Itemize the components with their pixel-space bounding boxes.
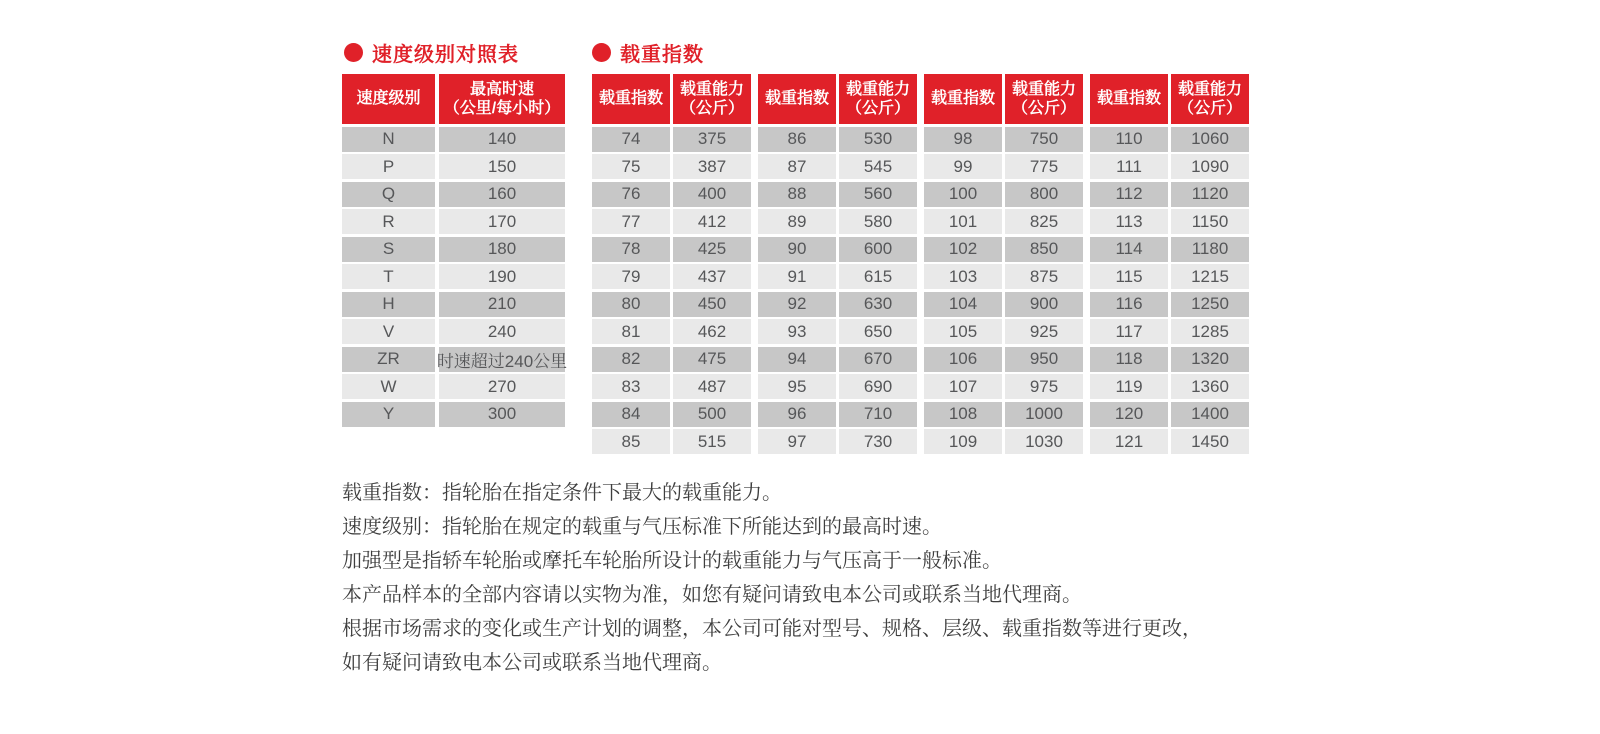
load-index-cell: 93: [758, 319, 836, 344]
load-index-cell: 120: [1090, 402, 1168, 427]
speed-cell: T: [342, 264, 435, 289]
load-capacity-cell: 1180: [1171, 237, 1249, 262]
load-index-cell: 97: [758, 429, 836, 454]
speed-col-header: 速度级别: [342, 74, 435, 124]
load-index-cell: 102: [924, 237, 1002, 262]
load-capacity-cell: 950: [1005, 347, 1083, 372]
load-capacity-cell: 387: [673, 154, 751, 179]
load-capacity-cell: 800: [1005, 182, 1083, 207]
load-index-cell: 96: [758, 402, 836, 427]
speed-cell: 150: [439, 154, 565, 179]
load-capacity-cell: 580: [839, 209, 917, 234]
speed-col-header: 最高时速 （公里/每小时）: [439, 74, 565, 124]
speed-cell: R: [342, 209, 435, 234]
speed-cell: N: [342, 127, 435, 152]
note-line: 速度级别：指轮胎在规定的载重与气压标准下所能达到的最高时速。: [342, 516, 942, 538]
load-table-group: [592, 74, 751, 454]
load-index-cell: 106: [924, 347, 1002, 372]
load-col-header: 载重指数: [592, 74, 670, 124]
load-capacity-cell: 1150: [1171, 209, 1249, 234]
load-capacity-cell: 925: [1005, 319, 1083, 344]
load-index-cell: 87: [758, 154, 836, 179]
speed-rating-table: [342, 74, 568, 427]
load-capacity-cell: 875: [1005, 264, 1083, 289]
load-index-cell: 74: [592, 127, 670, 152]
note-line: 载重指数：指轮胎在指定条件下最大的载重能力。: [342, 482, 782, 504]
load-index-cell: 81: [592, 319, 670, 344]
load-index-cell: 80: [592, 292, 670, 317]
speed-cell: 170: [439, 209, 565, 234]
load-table-group: [924, 74, 1083, 454]
speed-cell: 160: [439, 182, 565, 207]
load-capacity-cell: 1000: [1005, 402, 1083, 427]
red-dot-icon: [344, 43, 363, 62]
load-capacity-cell: 412: [673, 209, 751, 234]
speed-cell: 210: [439, 292, 565, 317]
load-capacity-cell: 1400: [1171, 402, 1249, 427]
load-capacity-cell: 975: [1005, 374, 1083, 399]
load-index-cell: 91: [758, 264, 836, 289]
load-index-cell: 77: [592, 209, 670, 234]
load-index-cell: 92: [758, 292, 836, 317]
load-index-cell: 88: [758, 182, 836, 207]
load-capacity-cell: 730: [839, 429, 917, 454]
load-index-cell: 104: [924, 292, 1002, 317]
load-capacity-cell: 425: [673, 237, 751, 262]
note-line: 根据市场需求的变化或生产计划的调整，本公司可能对型号、规格、层级、载重指数等进行更改，: [342, 618, 1202, 640]
load-index-cell: 109: [924, 429, 1002, 454]
load-index-cell: 83: [592, 374, 670, 399]
load-capacity-cell: 615: [839, 264, 917, 289]
load-capacity-cell: 560: [839, 182, 917, 207]
load-index-cell: 118: [1090, 347, 1168, 372]
load-index-cell: 82: [592, 347, 670, 372]
load-capacity-cell: 650: [839, 319, 917, 344]
load-capacity-cell: 1030: [1005, 429, 1083, 454]
load-col-header: 载重能力 （公斤）: [1005, 74, 1083, 124]
load-capacity-cell: 825: [1005, 209, 1083, 234]
load-col-header: 载重指数: [1090, 74, 1168, 124]
load-col-header: 载重能力 （公斤）: [839, 74, 917, 124]
speed-cell: 190: [439, 264, 565, 289]
load-capacity-cell: 630: [839, 292, 917, 317]
load-capacity-cell: 1250: [1171, 292, 1249, 317]
load-capacity-cell: 462: [673, 319, 751, 344]
load-capacity-cell: 750: [1005, 127, 1083, 152]
load-index-cell: 105: [924, 319, 1002, 344]
speed-cell: 240: [439, 319, 565, 344]
load-capacity-cell: 450: [673, 292, 751, 317]
load-index-cell: 103: [924, 264, 1002, 289]
load-index-cell: 108: [924, 402, 1002, 427]
load-index-cell: 95: [758, 374, 836, 399]
load-col-header: 载重指数: [758, 74, 836, 124]
load-capacity-cell: 375: [673, 127, 751, 152]
load-capacity-cell: 1060: [1171, 127, 1249, 152]
load-capacity-cell: 1090: [1171, 154, 1249, 179]
load-capacity-cell: 487: [673, 374, 751, 399]
load-capacity-cell: 1360: [1171, 374, 1249, 399]
speed-cell: 140: [439, 127, 565, 152]
load-capacity-cell: 400: [673, 182, 751, 207]
load-col-header: 载重指数: [924, 74, 1002, 124]
speed-table-title: [344, 38, 519, 67]
load-index-cell: 89: [758, 209, 836, 234]
note-line: 本产品样本的全部内容请以实物为准，如您有疑问请致电本公司或联系当地代理商。: [342, 584, 1082, 606]
load-index-cell: 100: [924, 182, 1002, 207]
load-capacity-cell: 710: [839, 402, 917, 427]
load-capacity-cell: 850: [1005, 237, 1083, 262]
speed-cell: W: [342, 374, 435, 399]
load-table-title-text: 载重指数: [620, 44, 704, 66]
load-index-cell: 78: [592, 237, 670, 262]
load-capacity-cell: 1320: [1171, 347, 1249, 372]
load-capacity-cell: 437: [673, 264, 751, 289]
load-capacity-cell: 1450: [1171, 429, 1249, 454]
load-capacity-cell: 1215: [1171, 264, 1249, 289]
load-capacity-cell: 500: [673, 402, 751, 427]
load-table-group: [758, 74, 917, 454]
speed-cell: P: [342, 154, 435, 179]
speed-cell: 300: [439, 402, 565, 427]
load-index-cell: 117: [1090, 319, 1168, 344]
load-index-cell: 107: [924, 374, 1002, 399]
load-capacity-cell: 545: [839, 154, 917, 179]
load-capacity-cell: 530: [839, 127, 917, 152]
load-capacity-cell: 1120: [1171, 182, 1249, 207]
speed-cell: 时速超过240公里: [439, 347, 565, 372]
load-index-cell: 116: [1090, 292, 1168, 317]
speed-cell: H: [342, 292, 435, 317]
load-capacity-cell: 670: [839, 347, 917, 372]
load-table-group: [1090, 74, 1249, 454]
speed-cell: Q: [342, 182, 435, 207]
load-index-cell: 85: [592, 429, 670, 454]
load-index-cell: 79: [592, 264, 670, 289]
load-index-cell: 76: [592, 182, 670, 207]
load-index-cell: 99: [924, 154, 1002, 179]
note-line: 加强型是指轿车轮胎或摩托车轮胎所设计的载重能力与气压高于一般标准。: [342, 550, 1002, 572]
load-index-cell: 75: [592, 154, 670, 179]
load-index-cell: 94: [758, 347, 836, 372]
load-index-cell: 121: [1090, 429, 1168, 454]
red-dot-icon: [592, 43, 611, 62]
load-index-cell: 86: [758, 127, 836, 152]
load-index-cell: 112: [1090, 182, 1168, 207]
load-index-cell: 115: [1090, 264, 1168, 289]
load-index-table: [592, 74, 1249, 454]
load-capacity-cell: 690: [839, 374, 917, 399]
load-index-cell: 98: [924, 127, 1002, 152]
note-line: 如有疑问请致电本公司或联系当地代理商。: [342, 652, 722, 674]
load-index-cell: 84: [592, 402, 670, 427]
load-capacity-cell: 475: [673, 347, 751, 372]
speed-cell: V: [342, 319, 435, 344]
load-index-cell: 114: [1090, 237, 1168, 262]
notes: [342, 476, 1202, 680]
load-index-cell: 111: [1090, 154, 1168, 179]
speed-cell: ZR: [342, 347, 435, 372]
load-capacity-cell: 775: [1005, 154, 1083, 179]
speed-cell: Y: [342, 402, 435, 427]
load-col-header: 载重能力 （公斤）: [673, 74, 751, 124]
load-index-cell: 90: [758, 237, 836, 262]
load-table-title: [592, 38, 704, 67]
load-col-header: 载重能力 （公斤）: [1171, 74, 1249, 124]
load-capacity-cell: 900: [1005, 292, 1083, 317]
load-capacity-cell: 515: [673, 429, 751, 454]
load-capacity-cell: 600: [839, 237, 917, 262]
load-capacity-cell: 1285: [1171, 319, 1249, 344]
speed-cell: S: [342, 237, 435, 262]
load-index-cell: 110: [1090, 127, 1168, 152]
speed-cell: 270: [439, 374, 565, 399]
speed-table-title-text: 速度级别对照表: [372, 44, 519, 66]
load-index-cell: 113: [1090, 209, 1168, 234]
load-index-cell: 119: [1090, 374, 1168, 399]
load-index-cell: 101: [924, 209, 1002, 234]
speed-cell: 180: [439, 237, 565, 262]
